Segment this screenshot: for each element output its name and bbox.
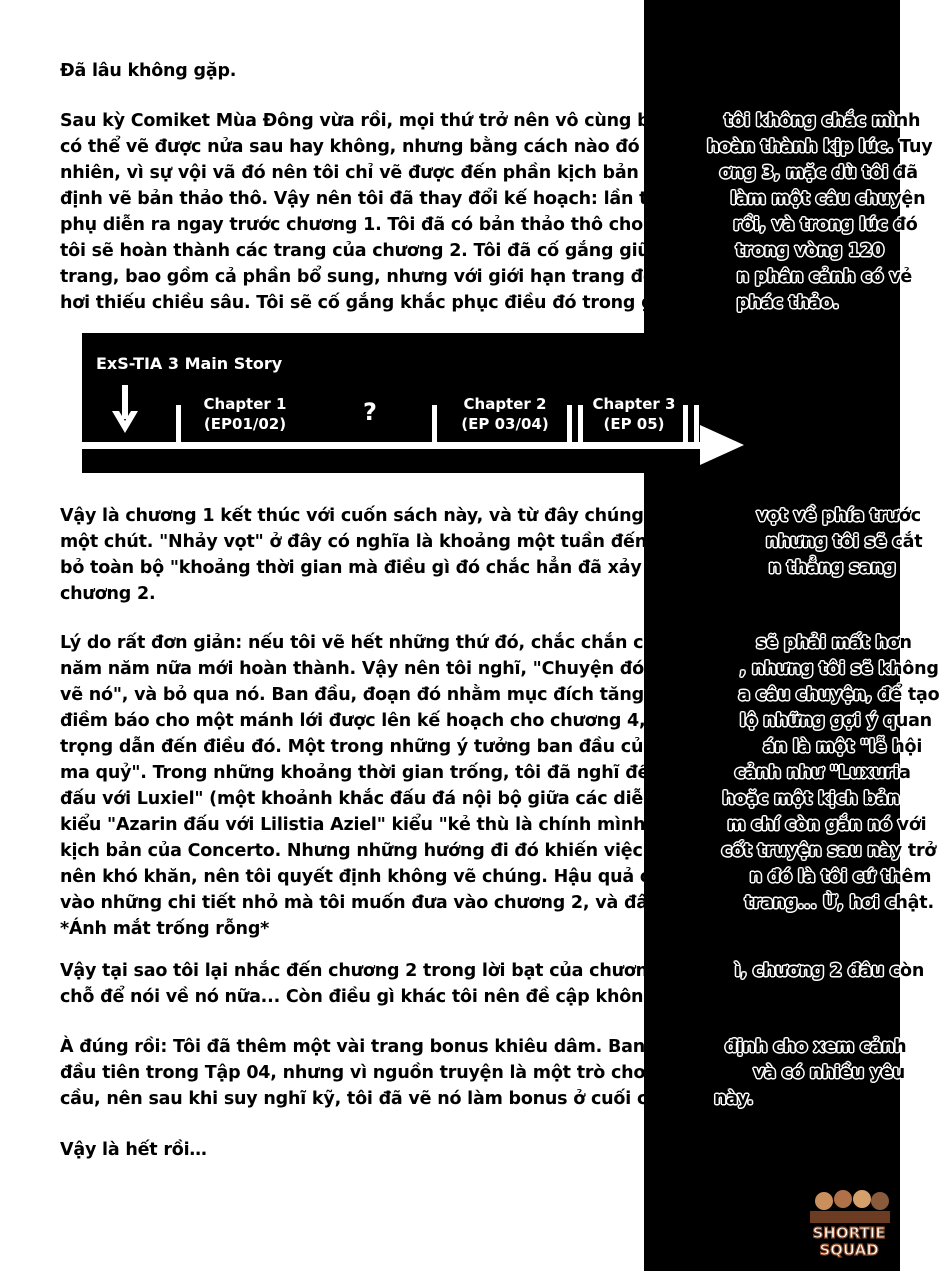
text-segment: năm năm nữa mới hoàn thành. Vậy nên tôi nghĩ, "Chuyện đó đã xảy ra: [60, 659, 740, 679]
text-line: [60, 864, 932, 890]
text-segment: tôi sẽ hoàn thành các trang của chương 2. Tôi đã cố gắng giữ mọi thứ: [60, 241, 730, 261]
text-segment: hơi thiếu chiều sâu. Tôi sẽ cố gắng khắc phục điều đó trong giai đoạn: [60, 293, 731, 313]
timeline-title: ExS-TIA 3 Main Story: [96, 354, 283, 373]
text-line: [60, 186, 926, 212]
paragraph-2: [60, 503, 923, 607]
down-arrow-icon: [112, 385, 138, 435]
text-segment-on-band: nhưng tôi sẽ cắt: [759, 532, 923, 552]
text-line: [60, 958, 925, 984]
text-line: [60, 682, 940, 708]
text-segment-on-band: trong vòng 120: [729, 241, 884, 261]
text-line: [60, 786, 900, 812]
paragraph-1: [60, 108, 933, 316]
text-segment-on-band: định cho xem cảnh: [718, 1037, 907, 1057]
text-segment-on-band: án là một "lễ hội: [757, 737, 923, 757]
text-segment-on-band: sẽ phải mất hơn: [750, 633, 912, 653]
text-segment-on-band: tôi không chắc mình: [718, 111, 921, 131]
text-segment: một chút. "Nhảy vọt" ở đây có nghĩa là khoảng một tuần đến một tháng,: [60, 532, 760, 552]
text-segment: đấu với Luxiel" (một khoảnh khắc đấu đá nội bộ giữa các diễn viên),: [60, 789, 717, 809]
text-segment: cầu, nên sau khi suy nghĩ kỹ, tôi đã vẽ nó làm bonus ở cuối chương: [60, 1089, 709, 1109]
text-segment: trọng dẫn đến điều đó. Một trong những ý tưởng ban đầu của tôi cho dự: [60, 737, 758, 757]
text-line: [60, 812, 927, 838]
text-line: [60, 1060, 905, 1086]
text-line: [60, 708, 932, 734]
timeline-tick: [176, 405, 181, 443]
text-segment-on-band: n phân cảnh có vẻ: [736, 267, 913, 287]
text-segment: chỗ để nói về nó nữa... Còn điều gì khác tôi nên đề cập không?: [60, 987, 666, 1007]
text-line: [60, 890, 934, 916]
text-line: [60, 734, 923, 760]
arrow-right-icon: [700, 425, 744, 465]
text-segment: định vẽ bản thảo thô. Vậy nên tôi đã thay đổi kế hoạch: lần tới tôi sẽ: [60, 189, 725, 209]
text-segment-on-band: này.: [708, 1089, 754, 1109]
chapter-1-label: Chapter 1 (EP01/02): [203, 395, 287, 433]
timeline-tick: [432, 405, 437, 443]
text-segment: kịch bản của Concerto. Nhưng những hướng đi đó khiến việc kết nối: [60, 841, 716, 861]
logo-line-1: SHORTIE: [812, 1224, 886, 1242]
text-segment-on-band: n đó là tôi cứ thêm: [749, 867, 932, 887]
timeline-tick: [694, 405, 699, 443]
text-line: [60, 555, 896, 581]
text-segment-on-band: ì, chương 2 đâu còn: [734, 961, 925, 981]
text-line: [60, 581, 850, 607]
text-segment-on-band: phác thảo.: [730, 293, 840, 313]
outro-text: Vậy là hết rồi…: [60, 1140, 207, 1160]
text-segment: bỏ toàn bộ "khoảng thời gian mà điều gì đó chắc hẳn đã xảy ra" và chuyể: [60, 558, 769, 578]
text-line: [60, 529, 923, 555]
text-segment: điềm báo cho một mánh lới được lên kế hoạch cho chương 4, và để hé: [60, 711, 734, 731]
paragraph-5: [60, 1034, 907, 1112]
text-line: [60, 630, 912, 656]
text-segment-on-band: ơng 3, mặc dù tôi đã: [719, 163, 918, 183]
shortie-squad-logo: [806, 1187, 892, 1261]
text-segment-on-band: rồi, và trong lúc đó: [727, 215, 918, 235]
text-segment: đầu tiên trong Tập 04, nhưng vì nguồn truyện là một trò chơi người lớn: [60, 1063, 748, 1083]
text-segment: trang, bao gồm cả phần bổ sung, nhưng với giới hạn trang đó, kịch bả: [60, 267, 737, 287]
text-segment-on-band: n thẳng sang: [768, 558, 896, 578]
text-segment-on-band: hoàn thành kịp lúc. Tuy: [701, 137, 933, 157]
text-segment: Vậy là chương 1 kết thúc với cuốn sách này, và từ đây chúng ta sẽ nhảy: [60, 506, 751, 526]
text-segment: À đúng rồi: Tôi đã thêm một vài trang bonus khiêu dâm. Ban đầu tôi: [60, 1037, 719, 1057]
timeline-tick: [567, 405, 572, 443]
intro-text: Đã lâu không gặp.: [60, 61, 237, 81]
paragraph-3: [60, 630, 940, 942]
text-line: [60, 160, 918, 186]
timeline-axis: [82, 442, 707, 449]
chapter-2-label: Chapter 2 (EP 03/04): [461, 395, 549, 433]
text-segment: Vậy tại sao tôi lại nhắc đến chương 2 trong lời bạt của chương 1? Ừ th: [60, 961, 735, 981]
text-segment: Lý do rất đơn giản: nếu tôi vẽ hết những thứ đó, chắc chắn chương cuối: [60, 633, 751, 653]
paragraph-4: [60, 958, 925, 1010]
text-line: [60, 984, 850, 1010]
text-segment: nên khó khăn, nên tôi quyết định không vẽ chúng. Hậu quả của lựa chọ: [60, 867, 750, 887]
text-segment-on-band: cốt truyện sau này trở: [715, 841, 937, 861]
text-segment: Sau kỳ Comiket Mùa Đông vừa rồi, mọi thứ trở nên vô cùng bận rộn,: [60, 111, 719, 131]
text-line: [60, 838, 937, 864]
chapter-3-label: Chapter 3 (EP 05): [592, 395, 676, 433]
text-line: [60, 212, 918, 238]
logo-line-2: SQUAD: [819, 1241, 879, 1259]
text-segment: vẽ nó", và bỏ qua nó. Ban đầu, đoạn đó nhằm mục đích tăng tốc độ củ: [60, 685, 739, 705]
text-segment-on-band: a câu chuyện, để tạo: [738, 685, 940, 705]
text-segment: có thể vẽ được nửa sau hay không, nhưng bằng cách nào đó tôi đã: [60, 137, 702, 157]
text-segment: *Ánh mắt trống rỗng*: [60, 919, 270, 939]
text-segment-on-band: và có nhiều yêu: [747, 1063, 905, 1083]
text-segment-on-band: , nhưng tôi sẽ không: [739, 659, 939, 679]
text-line: [60, 264, 913, 290]
text-segment: ma quỷ". Trong những khoảng thời gian trống, tôi đã nghĩ đến những: [60, 763, 729, 783]
timeline-tick: [578, 405, 583, 443]
text-segment-on-band: m chí còn gắn nó với: [727, 815, 927, 835]
text-line: [60, 134, 933, 160]
text-line: [60, 760, 911, 786]
text-segment: chương 2.: [60, 584, 156, 604]
text-segment-on-band: trang... Ừ, hơi chật.: [738, 893, 934, 913]
text-segment-on-band: vọt về phía trước: [750, 506, 921, 526]
chapter-unknown-label: ?: [363, 398, 377, 426]
text-segment: vào những chi tiết nhỏ mà tôi muốn đưa vào chương 2, và đây rồi. 120: [60, 893, 739, 913]
text-line: [60, 1034, 907, 1060]
text-segment-on-band: hoặc một kịch bản: [716, 789, 900, 809]
text-segment: kiểu "Azarin đấu với Lilistia Aziel" kiểu "kẻ thù là chính mình", và thậ: [60, 815, 728, 835]
text-segment: phụ diễn ra ngay trước chương 1. Tôi đã có bản thảo thô cho phần đó: [60, 215, 728, 235]
text-segment-on-band: làm một câu chuyện: [724, 189, 926, 209]
text-line: [60, 238, 884, 264]
timeline-tick: [683, 405, 688, 443]
text-line: [60, 1086, 850, 1112]
text-segment: nhiên, vì sự vội vã đó nên tôi chỉ vẽ được đến phần kịch bản cho chư: [60, 163, 720, 183]
text-segment-on-band: cảnh như "Luxuria: [728, 763, 911, 783]
text-line: [60, 108, 921, 134]
text-segment-on-band: lộ những gợi ý quan: [733, 711, 932, 731]
text-line: [60, 656, 939, 682]
text-line: [60, 916, 850, 942]
text-line: [60, 290, 850, 316]
text-line: [60, 503, 921, 529]
